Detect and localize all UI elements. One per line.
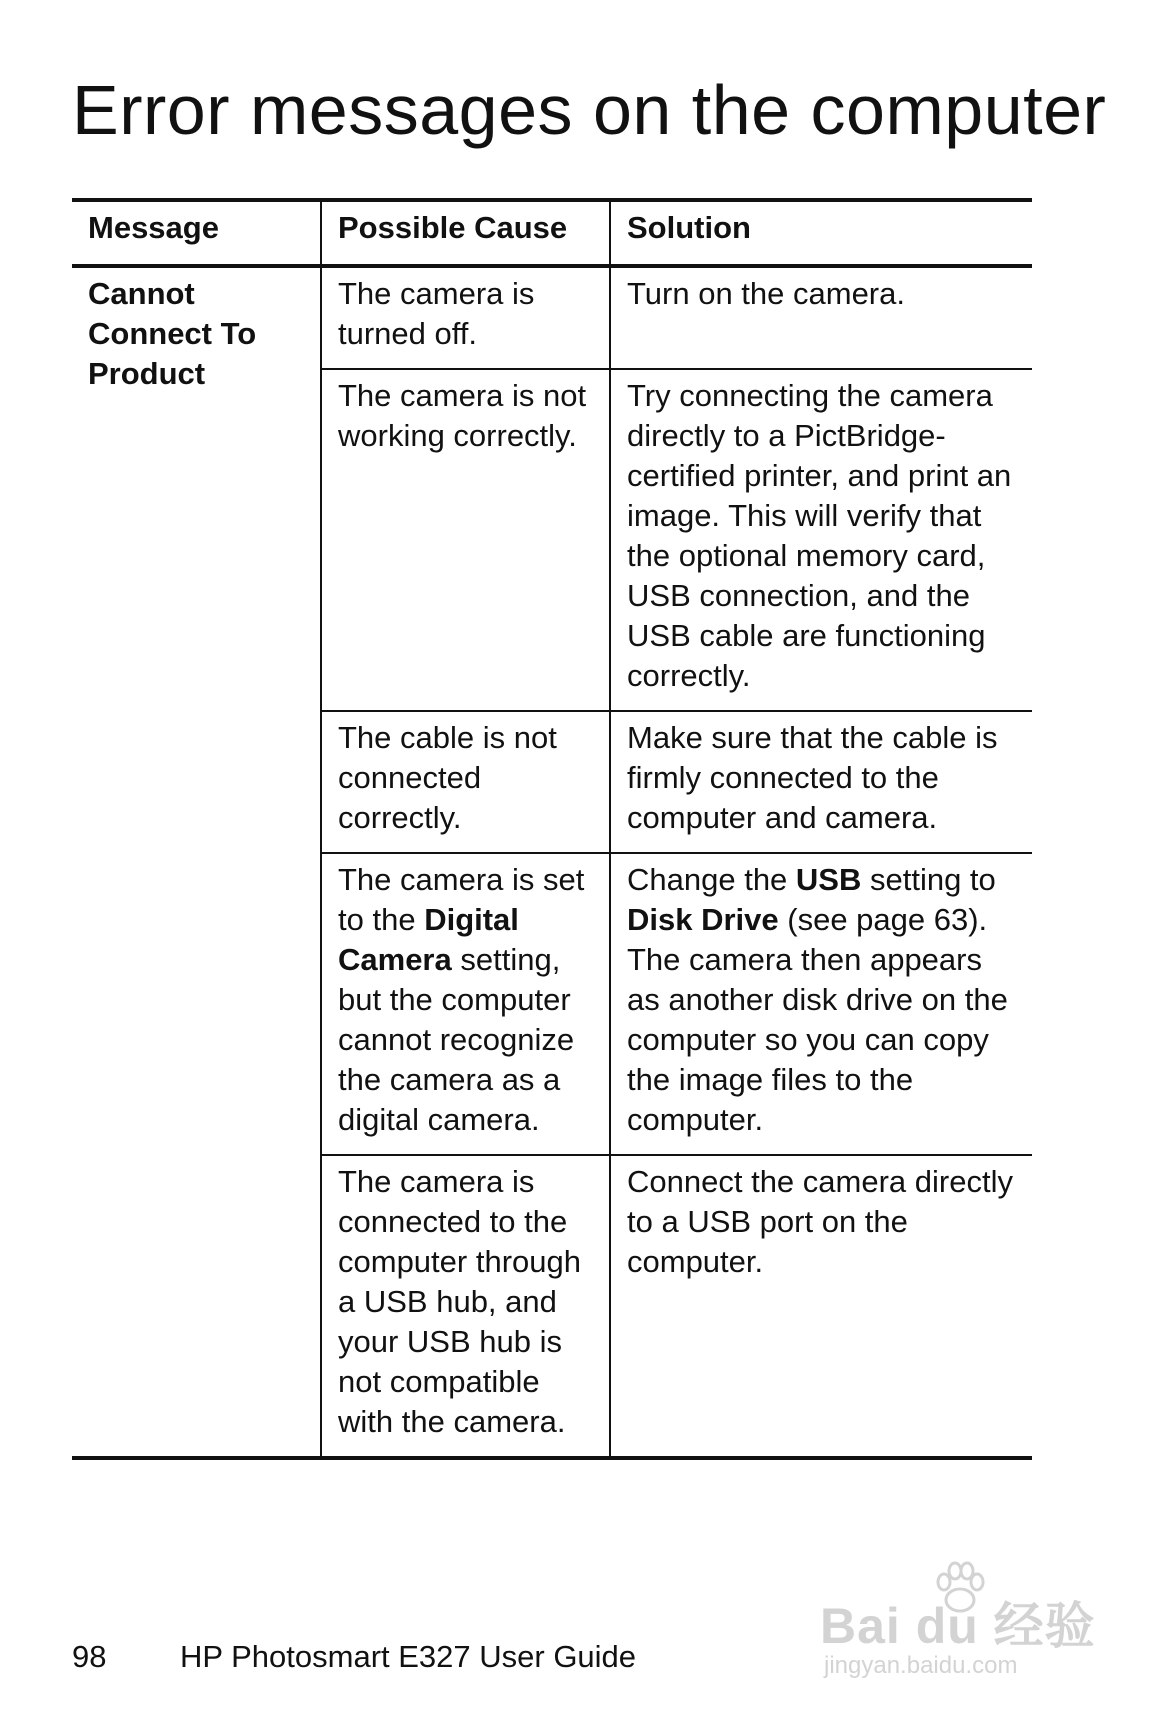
cause-cell xyxy=(321,853,610,1155)
solution-text: Connect the camera directly to a USB port on the computer. xyxy=(627,1164,1013,1279)
solution-text: Make sure that the cable is firmly connected to the computer and camera. xyxy=(627,720,998,835)
cause-text: The camera is not working correctly. xyxy=(338,378,587,453)
table-row xyxy=(72,266,1032,369)
cause-text: The cable is not connected correctly. xyxy=(338,720,557,835)
error-table-container xyxy=(72,198,1032,1460)
solution-cell xyxy=(610,266,1032,369)
cause-cell xyxy=(321,711,610,853)
header-message: Message xyxy=(88,210,219,245)
error-messages-table xyxy=(72,198,1032,1460)
header-possible-cause: Possible Cause xyxy=(321,200,610,266)
solution-text: (see page 63). The camera then appears as another disk drive on the computer so you can copy the image files to the computer. xyxy=(627,902,1008,1137)
cause-text: The camera is connected to the computer through a USB hub, and your USB hub is not compatible with the camera. xyxy=(338,1164,581,1439)
watermark-url: jingyan.baidu.com xyxy=(824,1652,1018,1679)
setting-name-usb: USB xyxy=(795,862,862,897)
solution-text: Change the xyxy=(627,862,796,897)
guide-title: HP Photosmart E327 User Guide xyxy=(180,1639,637,1674)
cause-cell xyxy=(321,369,610,711)
page-title: Error messages on the computer xyxy=(72,71,1107,149)
table-header-row xyxy=(72,200,1032,266)
header-solution: Solution xyxy=(610,200,1032,266)
page-number: 98 xyxy=(72,1639,107,1674)
solution-cell xyxy=(610,1155,1032,1458)
setting-name-disk-drive: Disk Drive xyxy=(627,902,779,937)
solution-text: Turn on the camera. xyxy=(627,276,905,311)
cause-text: setting, but the computer cannot recognize the camera as a digital camera. xyxy=(338,942,575,1137)
solution-text: setting to xyxy=(861,862,996,897)
cause-text: The camera is turned off. xyxy=(338,276,535,351)
solution-text: Try connecting the camera directly to a PictBridge-certified printer, and print an image. This will verify that the optional memory card, USB connection, and the USB cable are functioning correctly. xyxy=(627,378,1012,693)
message-cannot-connect: Cannot Connect To Product xyxy=(88,276,257,391)
baidu-watermark xyxy=(820,1560,1096,1690)
watermark-brand: Bai du 经验 xyxy=(820,1598,1096,1654)
cause-text: The camera is set to the xyxy=(338,862,585,937)
cause-cell xyxy=(321,266,610,369)
page-footer xyxy=(72,1637,636,1677)
cause-cell xyxy=(321,1155,610,1458)
solution-cell xyxy=(610,369,1032,711)
solution-cell xyxy=(610,711,1032,853)
solution-cell xyxy=(610,853,1032,1155)
setting-name-digital-camera: Digital Camera xyxy=(338,902,519,977)
